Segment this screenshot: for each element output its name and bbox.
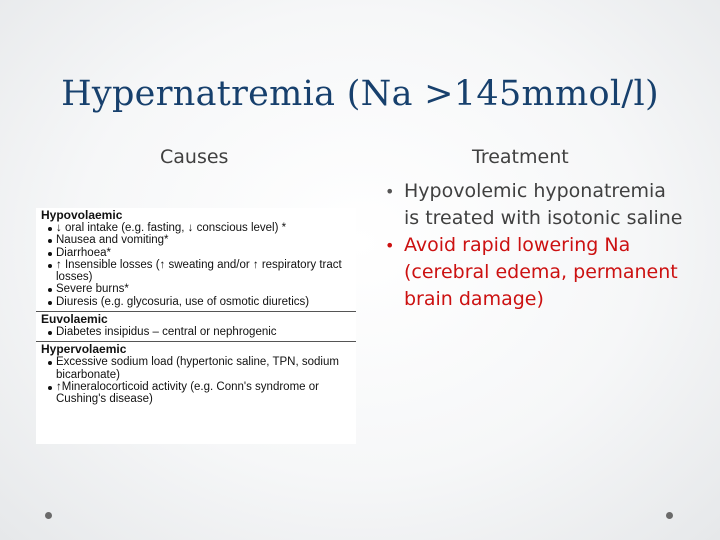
causes-heading: Causes — [160, 146, 229, 168]
euvolaemic-list — [36, 326, 356, 338]
bullet-icon — [48, 252, 52, 256]
cause-item: Diabetes insipidus – central or nephrogenic — [36, 326, 356, 338]
treatment-item-isotonic-saline: • Hypovolemic hyponatremia is treated with isotonic saline — [385, 180, 683, 229]
treatment-list — [385, 178, 685, 313]
bullet-icon — [48, 264, 52, 268]
bullet-icon — [48, 331, 52, 335]
bullet-icon — [48, 288, 52, 292]
decorative-dot-icon — [45, 512, 52, 519]
hypervolaemic-heading: Hypervolaemic — [36, 341, 356, 356]
euvolaemic-heading: Euvolaemic — [36, 311, 356, 326]
cause-item: ↑Mineralocorticoid activity (e.g. Conn's syndrome or Cushing's disease) — [36, 381, 356, 406]
cause-item: Excessive sodium load (hypertonic saline, TPN, sodium bicarbonate) — [36, 356, 356, 381]
treatment-item-avoid-rapid-lowering: • Avoid rapid lowering Na (cerebral edema, permanent brain damage) — [385, 234, 678, 310]
bullet-icon — [48, 361, 52, 365]
decorative-dot-icon — [666, 512, 673, 519]
bullet-icon — [48, 239, 52, 243]
treatment-heading: Treatment — [472, 146, 569, 168]
cause-item: ↑ Insensible losses (↑ sweating and/or ↑ respiratory tract losses) — [36, 259, 356, 284]
slide-title: Hypernatremia (Na >145mmol/l) — [61, 74, 659, 114]
cause-item: Diarrhoea* — [36, 247, 356, 259]
cause-item: Nausea and vomiting* — [36, 234, 356, 246]
bullet-icon: • — [385, 236, 395, 255]
bullet-icon — [48, 301, 52, 305]
hypovolaemic-list — [36, 222, 356, 308]
cause-item: Diuresis (e.g. glycosuria, use of osmotic diuretics) — [36, 296, 356, 308]
bullet-icon — [48, 386, 52, 390]
bullet-icon: • — [385, 182, 395, 201]
cause-item: Severe burns* — [36, 283, 356, 295]
hypervolaemic-list — [36, 356, 356, 405]
bullet-icon — [48, 227, 52, 231]
cause-item: ↓ oral intake (e.g. fasting, ↓ conscious level) * — [36, 222, 356, 234]
causes-table-image — [36, 208, 356, 444]
hypovolaemic-heading: Hypovolaemic — [41, 208, 123, 222]
